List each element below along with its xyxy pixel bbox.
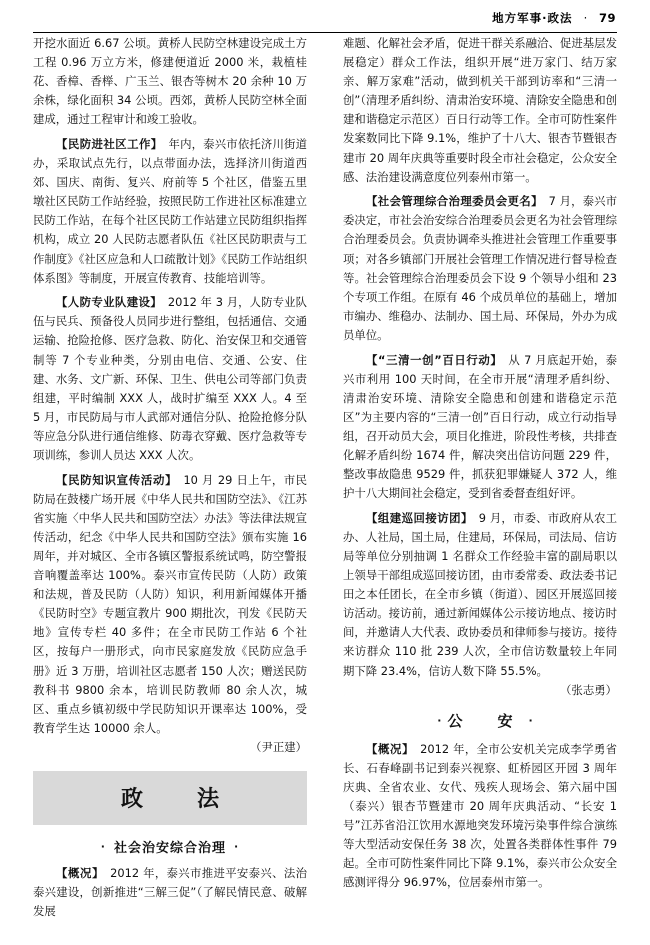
heading-dot-left: · bbox=[100, 839, 106, 853]
paragraph-text: 难题、化解社会矛盾，促进干群关系融洽、促进基层发展稳定）群众工作法，组织开展“进万家门、结万家亲、解万家难”活动，做到机关干部到访率和“三清一创”（清理矛盾纠纷、清肃治安环境、清除安全隐患和创建和谐稳定示范区）百日行动等工作。全市可防性案件发案数同比下降 9.1%，维护了十八大、银杏节暨银杏建市 20 周年庆典等重要时段全市社会稳定，公众安全感、法治建设满意度位列泰州市第一。 bbox=[343, 36, 617, 184]
entry-lead-knowledge: 【民防知识宣传活动】 bbox=[56, 472, 172, 487]
header-title: 地方军事·政法 bbox=[492, 11, 573, 25]
paragraph-text: 从 7 月底起开始，泰兴市利用 100 天时间，在全市开展“清理矛盾纠纷、清肃治安环境、清除安全隐患和创建和谐稳定示范区”为主要内容的“三清一创”百日行动，成立行动指导组，召开动员大会，项目化推进，阶段性考核，共排查化解矛盾纠纷 1674 件，解决突出信访问题 229 件，整改事故隐患 9529 件，抓获犯罪嫌疑人 372 人，维护十八大期间社会稳定，受到省委督查组好评。 bbox=[343, 352, 617, 501]
section-banner bbox=[33, 771, 307, 825]
subsection-heading-police bbox=[343, 710, 617, 731]
entry-lead-overview: 【概况】 bbox=[56, 865, 99, 880]
subsection-heading-comprehensive bbox=[33, 837, 307, 856]
paragraph-text: 2012 年 3 月，人防专业队伍与民兵、预备役人员同步进行整组，包括通信、交通运输、抢险抢修、医疗急救、防化、治安保卫和交通管制等 7 个专业种类，分别由电信、交通、公安、住建、水务、文广新、环保、卫生、供电公司等部门负责组建，平时编制 XXX 人，战时扩编至 XXX 人。4 至 5 月，市民防局与市人武部对通信分队、抢险抢修分队等应急分队进行通信维修、防毒衣穿戴、医疗急救等专项训练，参训人员达 XXX 人次。 bbox=[33, 295, 307, 462]
paragraph-text: 年内，泰兴市依托济川街道办，采取试点先行，以点带面办法，选择济川街道西郊、国庆、南街、复兴、府前等 5 个社区，借鉴五里墩社区民防工作站经验，按照民防工作进社区标准建立民防工作站，在每个社区民防工作站建立民防组织指挥机构，成立 20 人民防志愿者队伍《社区民防职责与工作制度》《社区应急和人口疏散计划》《民防工作站组织体系图》等制度，开展宣传教育、技能培训等。 bbox=[33, 136, 307, 285]
header-content bbox=[492, 10, 616, 26]
right-column bbox=[343, 34, 617, 929]
header-separator: · bbox=[583, 11, 588, 25]
page-header bbox=[0, 10, 650, 32]
heading-dot-right: · bbox=[234, 839, 240, 853]
paragraph-text: 10 月 29 日上午，市民防局在鼓楼广场开展《中华人民共和国防空法》、《江苏省实施〈中华人民共和国防空法〉办法》等法律法规宣传活动，纪念《中华人民共和国防空法》颁布实施 16 周年，并对城区、全市各镇区警报系统试鸣，防空警报音响覆盖率达 100%。泰兴市宣传民防（人防）政策和法规，普及民防（人防）知识，利用新闻媒体开播《民防时空》专题宣教片 900 期批次，刊发《民防天地》宣传专栏 40 多件；在全市民防工作站 6 个社区，按每户一册形式，向市民家庭发放《民防应急手册》近 3 万册，培训社区志愿者 150 人次；赠送民防教科书 9800 余本，培训民防教师 80 余人次，城区、重点乡镇初级中学民防知识开课率达 100%，受教育学生达 10000 余人。 bbox=[33, 472, 307, 735]
paragraph-signature: （张志勇） bbox=[560, 682, 617, 697]
subsection-heading-text: 公 安 bbox=[447, 711, 523, 730]
paragraph-visits bbox=[343, 509, 617, 700]
header-rule bbox=[33, 32, 617, 33]
entry-lead-overview-police: 【概况】 bbox=[366, 741, 409, 756]
left-column bbox=[33, 34, 307, 929]
body-columns bbox=[33, 34, 617, 929]
paragraph-text: 7 月，泰兴市委决定，市社会治安综合治理委员会更名为社会管理综合治理委员会。负责协调牵头推进社会管理工作重要事项；对各乡镇部门开展社会管理工作情况进行督导检查等。社会管理综合治理委员会下设 9 个领导小组和 23 个专项工作组。在原有 46 个成员单位的基础上，增加市编办、维稳办、法制办、国土局、环保局，外办为成员单位。 bbox=[343, 194, 617, 342]
page-number: 79 bbox=[598, 11, 616, 25]
subsection-heading-text: 社会治安综合治理 bbox=[113, 840, 226, 856]
paragraph-overview-police bbox=[343, 740, 617, 893]
paragraph-overview-comprehensive bbox=[33, 864, 307, 921]
entry-lead-community: 【民防进社区工作】 bbox=[56, 136, 157, 151]
entry-lead-hundred-days: 【“三清一创”百日行动】 bbox=[366, 352, 497, 367]
paragraph-knowledge bbox=[33, 471, 307, 757]
entry-lead-visits: 【组建巡回接访团】 bbox=[366, 510, 468, 525]
section-banner-title: 政 法 bbox=[120, 787, 235, 813]
paragraph-text: 9 月，市委、市政府从农工办、人社局，国土局，住建局，环保局，司法局、信访局等单位分别抽调 1 名群众工作经验丰富的副局职以上领导干部组成巡回接访团，由市委常委、政法委书记田之本任团长，在全市乡镇（街道）、园区开展巡回接访活动。接访前，通过新闻媒体公示接访地点、接访时间，并邀请人大代表、政协委员和律师参与接访。接待来访群众 110 批 239 人次，全市信访数量较上年同期下降 23.4%，信访人数下降 55.5%。 bbox=[343, 510, 617, 678]
paragraph-team bbox=[33, 293, 307, 465]
paragraph-text: 2012 年，全市公安机关完成李学勇省长、石春峰副书记到泰兴视察、虹桥园区开园 3 周年庆典、全省农业、女代、残疾人现场会、第六届中国（泰兴）银杏节暨建市 20 周年庆典活动、“长安 1 号”江苏省沿江饮用水源地突发环境污染事件综合演练等大型活动安保任务 38 次，处置各类群体性事件 79 起。全市可防性案件同比下降 9.1%，泰兴市公众安全感测评得分 96.97%，位居泰州市第一。 bbox=[343, 741, 617, 890]
paragraph-signature: （尹正建） bbox=[250, 739, 307, 754]
heading-dot-right: · bbox=[528, 713, 533, 727]
paragraph-text: 2012 年，泰兴市推进平安泰兴、法治泰兴建设，创新推进“三解三促”（了解民情民意、破解发展 bbox=[33, 865, 307, 919]
paragraph-excavation bbox=[33, 34, 307, 129]
paragraph-rename bbox=[343, 192, 617, 345]
entry-lead-team: 【人防专业队建设】 bbox=[56, 295, 157, 310]
paragraph-text: 开挖水面近 6.67 公顷。黄桥人民防空林建设完成土方工程 0.96 万立方米，修建便道近 2000 米，栽植桂花、香樟、香榉、广玉兰、银杏等树木 20 余种 10 万余株，绿化面积 34 公顷。西郊，黄桥人民防空林全面建成，通过工程审计和竣工验收。 bbox=[33, 36, 307, 127]
entry-lead-rename: 【社会管理综合治理委员会更名】 bbox=[366, 194, 538, 209]
paragraph-difficulties bbox=[343, 34, 617, 187]
paragraph-hundred-days bbox=[343, 351, 617, 504]
heading-dot-left: · bbox=[437, 713, 442, 727]
paragraph-community bbox=[33, 135, 307, 288]
